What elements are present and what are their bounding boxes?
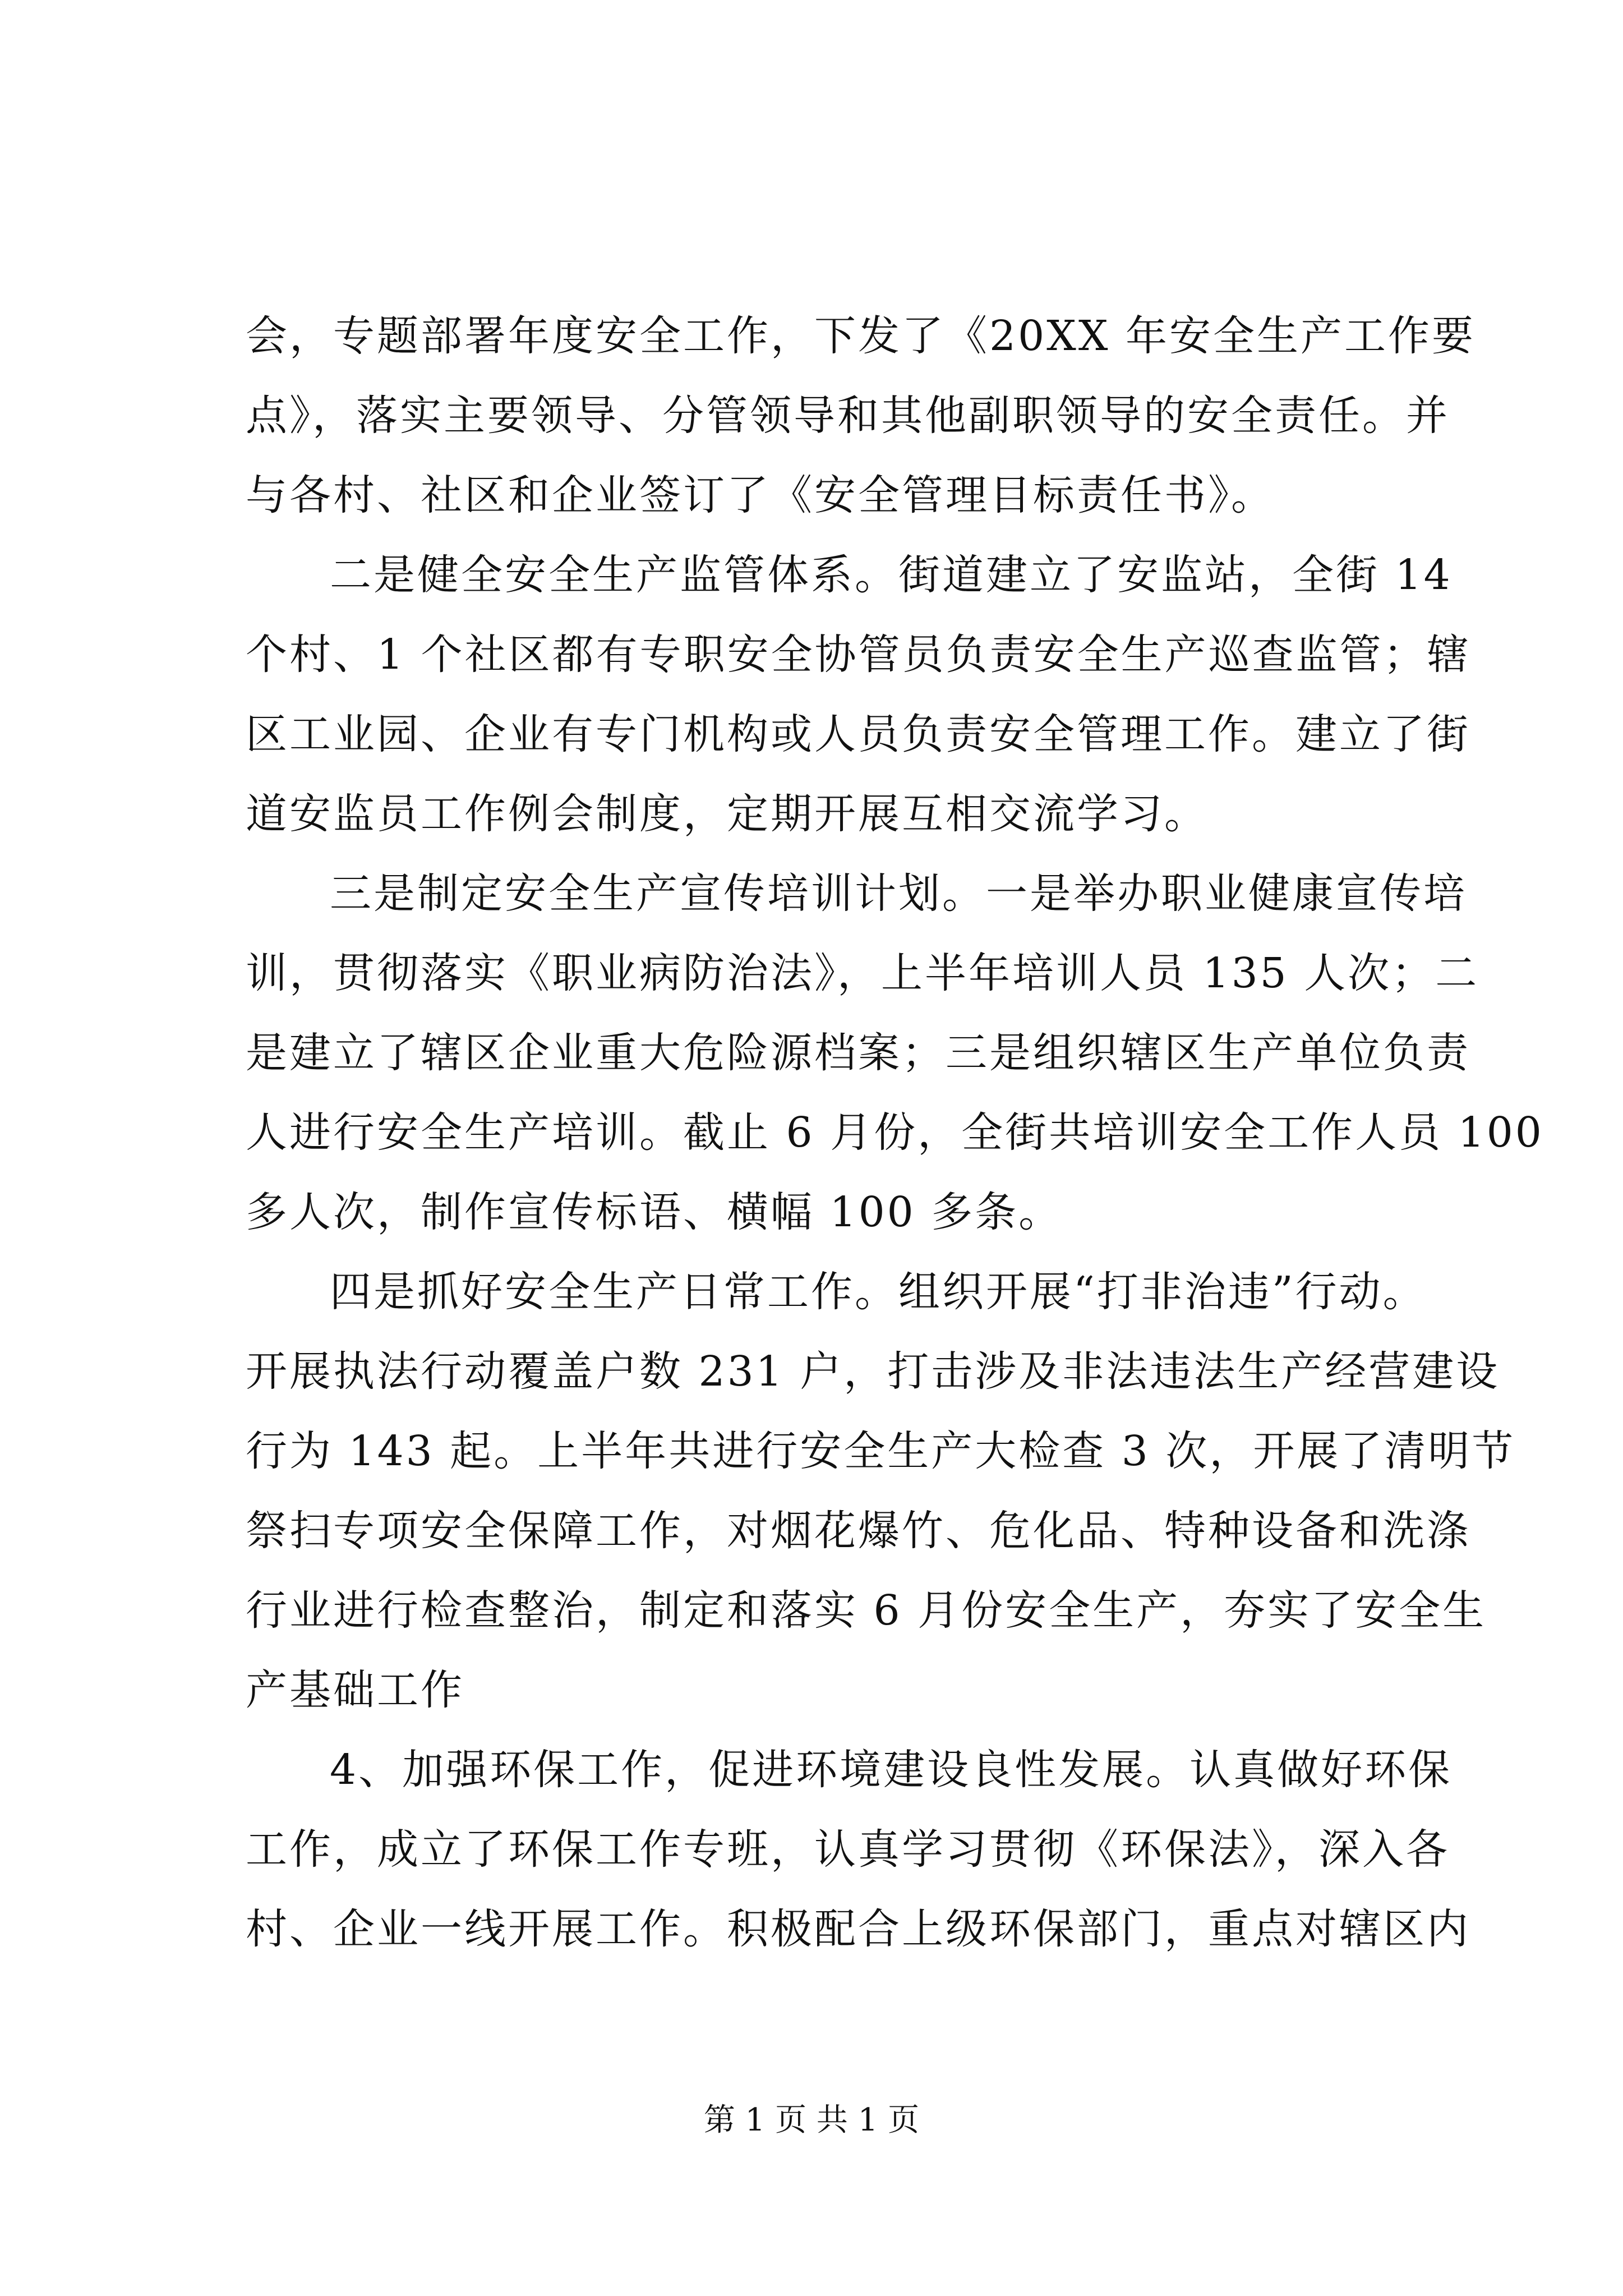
- text-line: 产基础工作: [246, 1666, 464, 1714]
- text-line: 是建立了辖区企业重大危险源档案；三是组织辖区生产单位负责: [246, 1029, 1470, 1077]
- text-line: 与各村、社区和企业签订了《安全管理目标责任书》。: [246, 471, 1275, 519]
- paragraph-training-plan: [246, 854, 1544, 1252]
- text-line: 行为 143 起。上半年共进行安全生产大检查 3 次，开展了清明节: [246, 1427, 1516, 1475]
- paragraph-daily-work: [246, 1252, 1516, 1730]
- page-number-footer: 第 1 页 共 1 页: [703, 2102, 920, 2138]
- text-line: 四是抓好安全生产日常工作。组织开展“打非治违”行动。: [330, 1268, 1427, 1316]
- text-line: 祭扫专项安全保障工作，对烟花爆竹、危化品、特种设备和洗涤: [246, 1507, 1470, 1555]
- text-line: 人进行安全生产培训。截止 6 月份，全街共培训安全工作人员 100: [246, 1108, 1544, 1157]
- text-line: 点》，落实主要领导、分管领导和其他副职领导的安全责任。并: [246, 392, 1450, 440]
- text-line: 个村、1 个社区都有专职安全协管员负责安全生产巡查监管；辖: [246, 631, 1471, 679]
- paragraph-supervision-system: [246, 535, 1471, 854]
- text-line: 三是制定安全生产宣传培训计划。一是举办职业健康宣传培: [330, 869, 1467, 918]
- text-line: 道安监员工作例会制度，定期开展互相交流学习。: [246, 790, 1208, 838]
- text-line: 二是健全安全生产监管体系。街道建立了安监站，全街 14: [330, 551, 1453, 599]
- paragraph-responsibility: [246, 296, 1476, 535]
- text-line: 区工业园、企业有专门机构或人员负责安全管理工作。建立了街: [246, 710, 1470, 758]
- text-line: 训，贯彻落实《职业病防治法》，上半年培训人员 135 人次；二: [246, 949, 1479, 997]
- paragraph-environmental-work: [246, 1730, 1470, 1969]
- text-line: 行业进行检查整治，制定和落实 6 月份安全生产，夯实了安全生: [246, 1586, 1487, 1635]
- text-line: 会，专题部署年度安全工作，下发了《20XX 年安全生产工作要: [246, 312, 1476, 360]
- text-line: 4、加强环保工作，促进环境建设良性发展。认真做好环保: [330, 1746, 1453, 1794]
- text-line: 开展执法行动覆盖户数 231 户，打击涉及非法违法生产经营建设: [246, 1347, 1500, 1396]
- text-line: 工作，成立了环保工作专班，认真学习贯彻《环保法》，深入各: [246, 1825, 1450, 1874]
- text-line: 村、企业一线开展工作。积极配合上级环保部门，重点对辖区内: [246, 1905, 1470, 1953]
- document-body: [246, 296, 1544, 1969]
- text-line: 多人次，制作宣传标语、横幅 100 多条。: [246, 1188, 1063, 1236]
